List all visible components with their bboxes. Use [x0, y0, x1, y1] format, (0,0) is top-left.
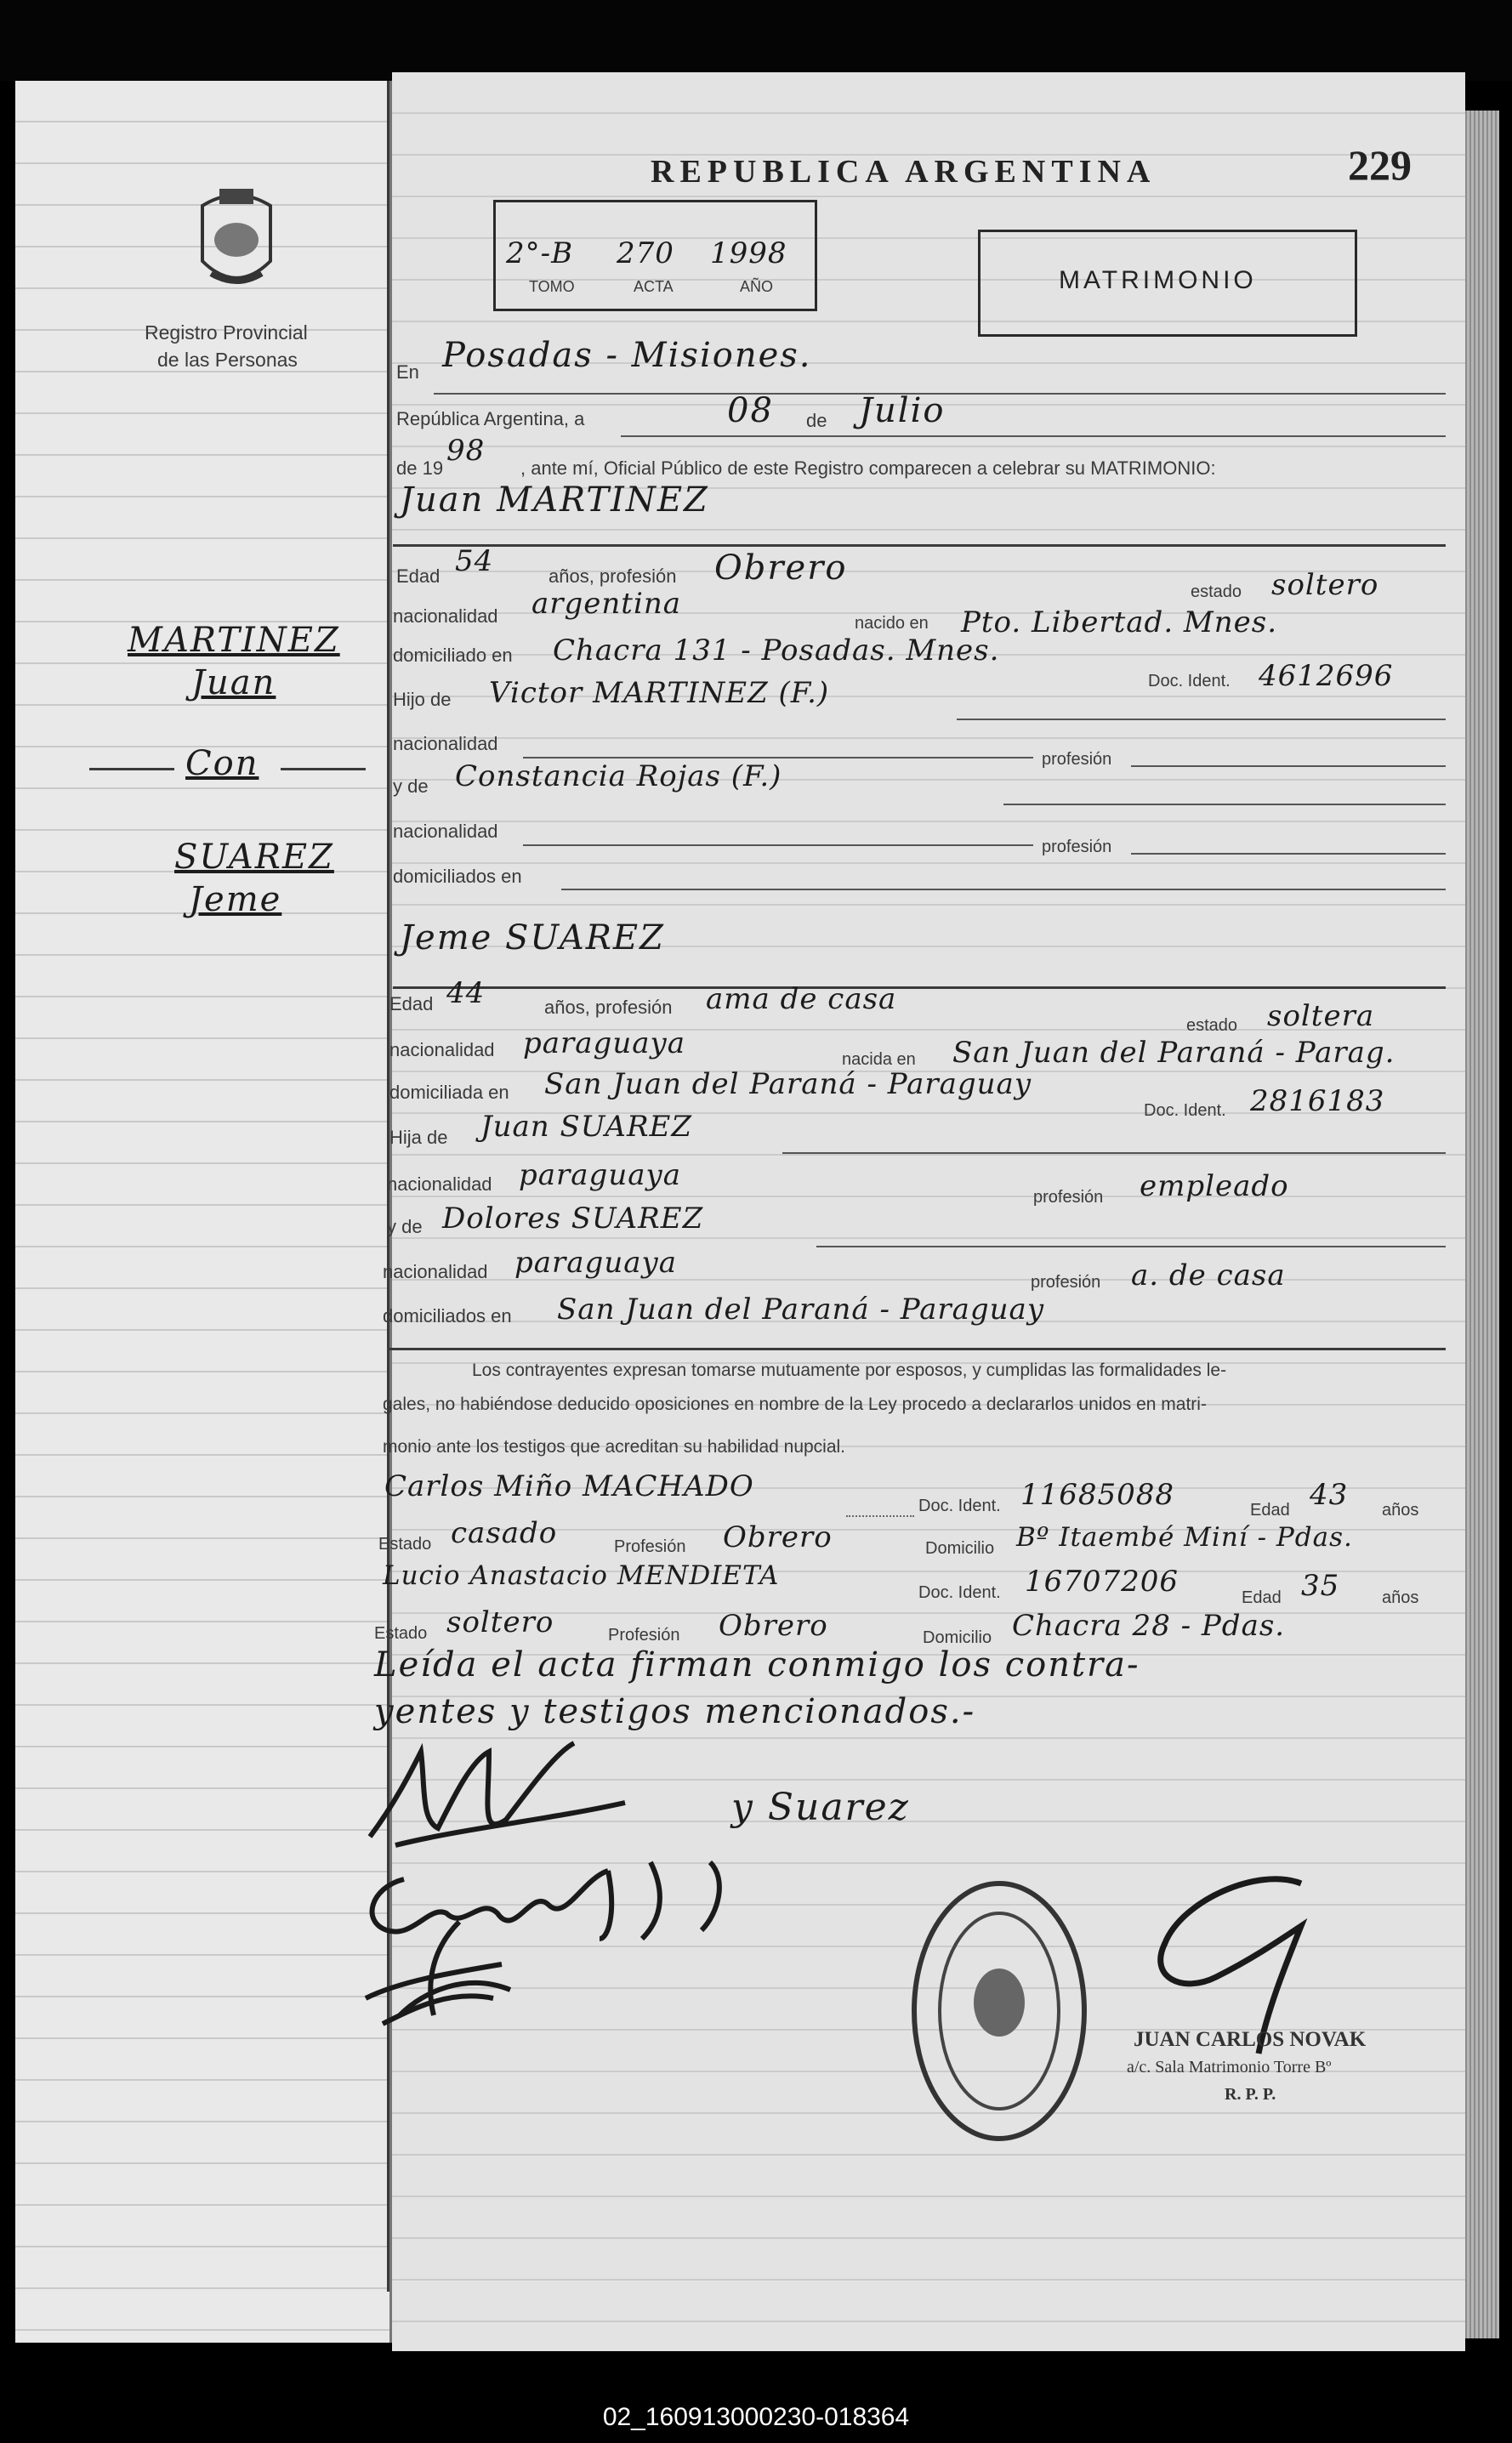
groom-profesion-label: años, profesión	[549, 565, 677, 587]
tomo-value: 2°-B	[506, 236, 574, 270]
witness2-profession: Obrero	[719, 1609, 828, 1643]
groom-father: Victor MARTINEZ (F.)	[489, 676, 830, 710]
witness2-estado-label: Estado	[374, 1624, 428, 1643]
ano-label: AÑO	[740, 278, 774, 295]
mother-line	[1003, 804, 1446, 805]
margin-bride-surname: SUAREZ	[174, 838, 334, 877]
margin-groom-surname: MARTINEZ	[128, 621, 340, 660]
witness2-estado: soltero	[446, 1605, 554, 1639]
witness2-name: Lucio Anastacio MENDIETA	[383, 1560, 780, 1591]
witness2-doc-label: Doc. Ident.	[918, 1583, 1001, 1602]
declaration-line3: monio ante los testigos que acreditan su habilidad nupcial.	[383, 1437, 846, 1457]
bride-separator	[393, 986, 1446, 989]
witness2-domicilio-label: Domicilio	[923, 1628, 992, 1647]
groom-estado-label: estado	[1191, 582, 1242, 601]
groom-address: Chacra 131 - Posadas. Mnes.	[553, 633, 1000, 668]
bride-father-prof-label: profesión	[1033, 1188, 1104, 1207]
father-nat-line	[523, 757, 1033, 758]
witness1-name-dots	[846, 1515, 914, 1517]
official-seal-icon	[906, 1871, 1093, 2151]
groom-birthplace: Pto. Libertad. Mnes.	[961, 605, 1278, 639]
bride-father-nat: paraguaya	[519, 1158, 681, 1192]
bride-profession: ama de casa	[706, 982, 897, 1016]
official-abbr: R. P. P.	[1225, 2085, 1276, 2104]
father-prof-line	[1131, 765, 1446, 767]
groom-mother: Constancia Rojas (F.)	[455, 759, 782, 793]
bride-address: San Juan del Paraná - Paraguay	[544, 1067, 1032, 1101]
groom-hijo-label: Hijo de	[393, 689, 452, 710]
parents-dom-line	[561, 889, 1446, 890]
bride-father-line	[782, 1152, 1446, 1154]
father-line	[957, 719, 1446, 720]
bride-domiciliada-label: domiciliada en	[389, 1082, 509, 1103]
bride-parents-dom: San Juan del Paraná - Paraguay	[557, 1293, 1045, 1327]
date-line	[621, 435, 1446, 437]
mother-nat-line	[523, 844, 1033, 846]
year-prefix: de 19	[396, 457, 444, 479]
en-label: En	[396, 361, 419, 383]
bride-parents-dom-label: domiciliados en	[383, 1305, 512, 1327]
registry-label-line1: Registro Provincial	[145, 321, 308, 344]
bride-mother: Dolores SUAREZ	[442, 1202, 704, 1236]
de-label: de	[806, 410, 827, 431]
closing-line1: Leída el acta firman conmigo los contra-	[374, 1645, 1140, 1685]
witness2-profesion-label: Profesión	[608, 1626, 680, 1645]
bride-estado: soltera	[1267, 999, 1375, 1033]
republica-label: República Argentina, a	[396, 408, 585, 429]
groom-parents-dom-label: domiciliados en	[393, 866, 522, 887]
bride-father: Juan SUAREZ	[480, 1110, 692, 1144]
month: Julio	[859, 391, 946, 430]
bride-hija-label: Hija de	[389, 1127, 448, 1148]
declaration-separator	[387, 1348, 1446, 1350]
witness1-doc: 11685088	[1020, 1478, 1175, 1512]
record-type: MATRIMONIO	[1059, 266, 1257, 294]
acta-value: 270	[617, 236, 674, 270]
bride-nacida-label: nacida en	[842, 1050, 916, 1069]
witness2-age: 35	[1301, 1569, 1340, 1603]
witness1-doc-label: Doc. Ident.	[918, 1497, 1001, 1515]
witness2-address: Chacra 28 - Pdas.	[1012, 1609, 1286, 1643]
groom-separator	[393, 544, 1446, 547]
bride-profesion-label: años, profesión	[544, 997, 673, 1018]
book-shadow-top	[0, 0, 1512, 81]
witness2-anos-label: años	[1382, 1588, 1419, 1607]
provincial-coat-of-arms-icon	[185, 180, 287, 299]
declaration-line2: gales, no habiéndose deducido oposiciones en nombre de la Ley procedo a declararlos unidos en matri-	[383, 1395, 1207, 1414]
bride-name: Jeme SUAREZ	[400, 918, 665, 957]
ano-value: 1998	[710, 236, 787, 270]
bride-signature: y Suarez	[731, 1786, 910, 1829]
margin-dash-right	[281, 768, 366, 770]
groom-profession: Obrero	[714, 548, 848, 588]
statement: , ante mí, Oficial Público de este Registro comparecen a celebrar su MATRIMONIO:	[520, 457, 1216, 479]
mother-prof-line	[1131, 853, 1446, 855]
groom-name: Juan MARTINEZ	[400, 480, 709, 520]
official-name: JUAN CARLOS NOVAK	[1134, 2028, 1367, 2051]
margin-bride-name: Jeme	[189, 880, 282, 919]
declaration-line1: Los contrayentes expresan tomarse mutuamente por esposos, y cumplidas las formalidades le-	[472, 1361, 1227, 1380]
bride-mother-line	[816, 1246, 1446, 1247]
page-number: 229	[1348, 141, 1412, 189]
groom-nationality: argentina	[531, 587, 682, 621]
bride-mother-nat: paraguaya	[514, 1246, 677, 1280]
witness2-edad-label: Edad	[1242, 1588, 1282, 1607]
witness1-edad-label: Edad	[1250, 1501, 1290, 1520]
groom-mother-prof-label: profesión	[1042, 838, 1112, 856]
bride-y-de-label: y de	[387, 1216, 423, 1237]
witness1-age: 43	[1310, 1478, 1349, 1512]
image-id-caption: 02_160913000230-018364	[602, 2403, 910, 2431]
groom-estado: soltero	[1271, 568, 1379, 602]
bride-estado-label: estado	[1186, 1016, 1238, 1035]
witness2-signature-icon	[349, 1913, 536, 2041]
bride-doc: 2816183	[1250, 1084, 1385, 1118]
groom-domiciliado-label: domiciliado en	[393, 645, 513, 666]
witness1-estado-label: Estado	[378, 1535, 432, 1554]
groom-y-de-label: y de	[393, 776, 429, 797]
groom-nacido-label: nacido en	[855, 614, 929, 633]
bride-mother-nat-label: nacionalidad	[383, 1261, 488, 1282]
closing-line2: yentes y testigos mencionados.-	[374, 1692, 976, 1731]
margin-groom-name: Juan	[191, 663, 276, 702]
registry-label-line2: de las Personas	[157, 349, 298, 371]
witness1-address: Bº Itaembé Miní - Pdas.	[1016, 1522, 1353, 1553]
groom-nacionalidad-label: nacionalidad	[393, 605, 498, 627]
bride-mother-prof-label: profesión	[1031, 1273, 1101, 1292]
bride-nationality: paraguaya	[523, 1026, 685, 1060]
bride-birthplace: San Juan del Paraná - Parag.	[952, 1036, 1395, 1070]
bride-age: 44	[446, 976, 486, 1010]
groom-signature-icon	[361, 1735, 634, 1862]
bride-father-prof: empleado	[1140, 1169, 1289, 1203]
day: 08	[727, 391, 774, 430]
bride-mother-prof: a. de casa	[1131, 1258, 1286, 1293]
groom-doc: 4612696	[1259, 659, 1394, 693]
witness1-domicilio-label: Domicilio	[925, 1539, 995, 1558]
witness1-estado: casado	[451, 1516, 558, 1550]
witness1-name: Carlos Miño MACHADO	[384, 1469, 754, 1503]
witness1-profession: Obrero	[723, 1520, 833, 1554]
witness1-anos-label: años	[1382, 1501, 1419, 1520]
bride-father-nat-label: nacionalidad	[387, 1173, 492, 1195]
year-suffix: 98	[446, 434, 486, 468]
place: Posadas - Misiones.	[442, 336, 812, 375]
groom-doc-label: Doc. Ident.	[1148, 672, 1231, 690]
groom-mother-nat-label: nacionalidad	[393, 821, 498, 842]
left-page	[15, 81, 392, 2343]
groom-age: 54	[455, 544, 494, 578]
acta-label: ACTA	[634, 278, 674, 295]
country-heading: REPUBLICA ARGENTINA	[651, 154, 1157, 190]
margin-connector: Con	[185, 744, 259, 783]
witness2-doc: 16707206	[1025, 1565, 1179, 1599]
page-edge	[1465, 111, 1499, 2338]
witness1-profesion-label: Profesión	[614, 1537, 686, 1556]
tomo-label: TOMO	[529, 278, 575, 295]
margin-dash-left	[89, 768, 174, 770]
bride-edad-label: Edad	[389, 993, 434, 1014]
bride-doc-label: Doc. Ident.	[1144, 1101, 1226, 1120]
groom-father-nat-label: nacionalidad	[393, 733, 498, 754]
groom-edad-label: Edad	[396, 565, 441, 587]
bride-nacionalidad-label: nacionalidad	[389, 1039, 495, 1060]
groom-father-prof-label: profesión	[1042, 750, 1112, 769]
official-title: a/c. Sala Matrimonio Torre Bº	[1127, 2058, 1332, 2077]
